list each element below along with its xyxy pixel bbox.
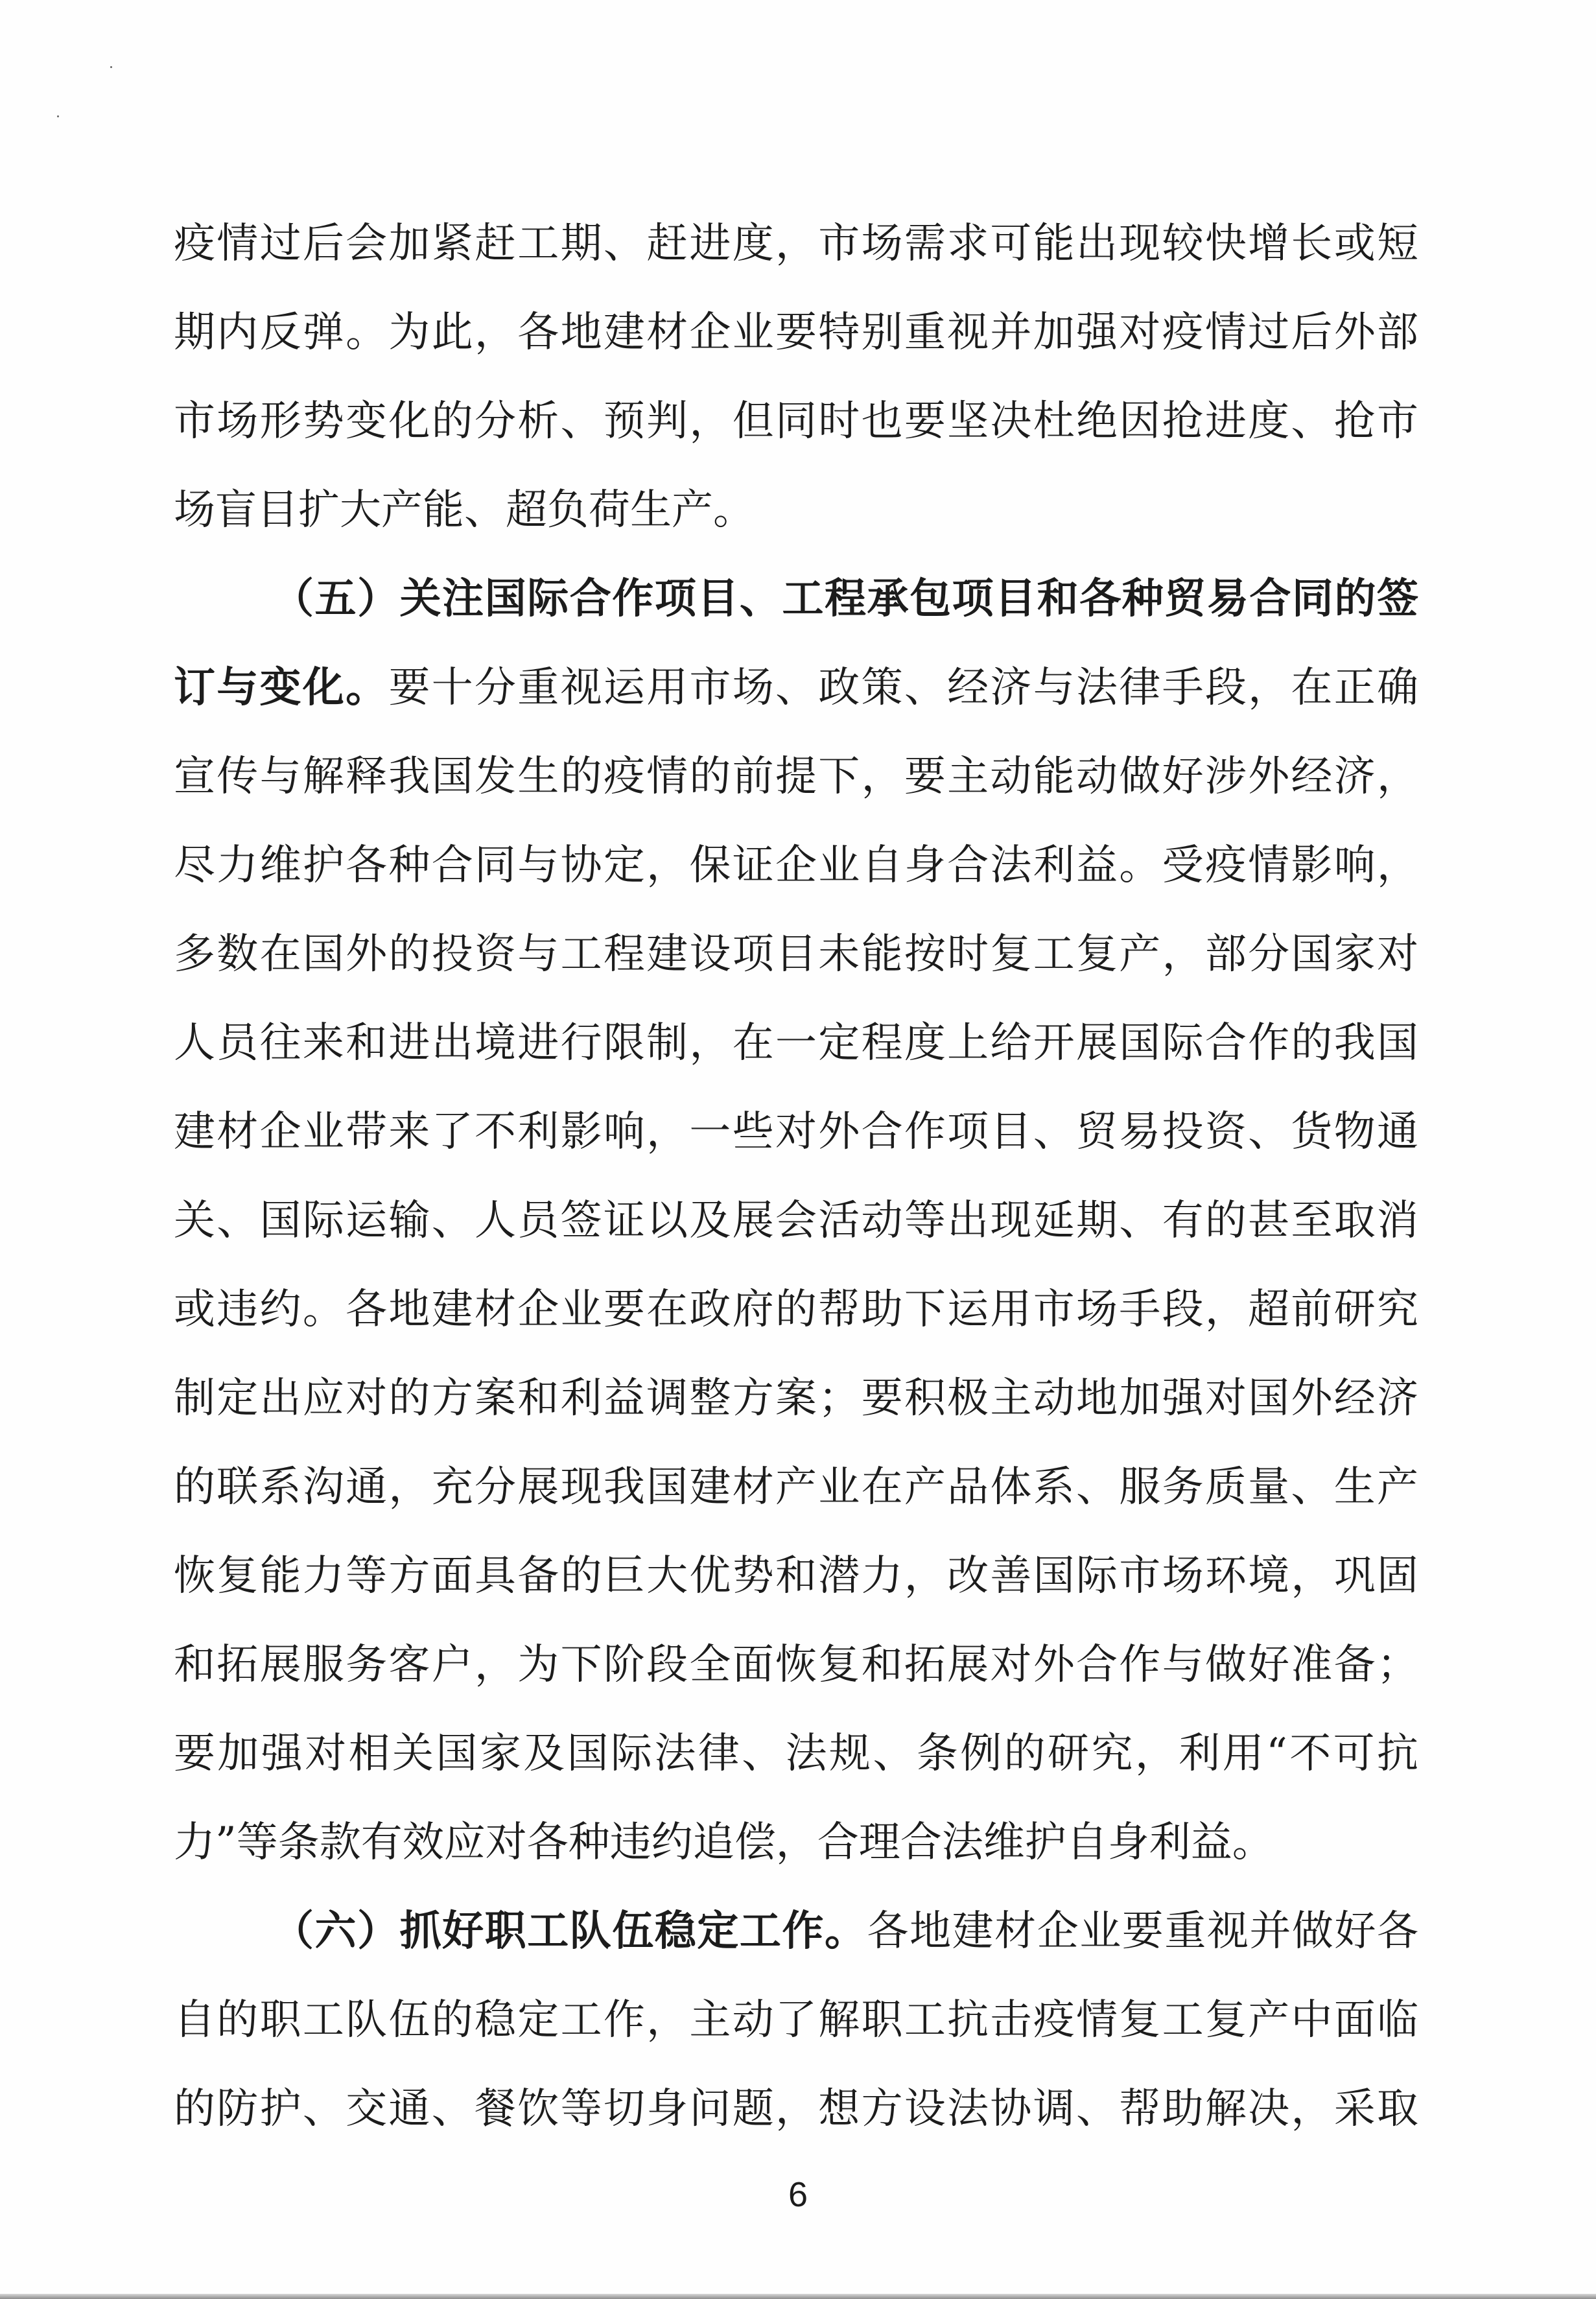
body-text-line — [174, 662, 1418, 714]
section-5-heading: （五）关注国际合作项目、工程承包项目和各种贸易合同的签 — [272, 574, 1418, 623]
body-text-line: 尽力维护各种合同与协定，保证企业自身合法利益。受疫情影响， — [174, 842, 1418, 890]
body-text-line: 市场形势变化的分析、预判，但同时也要坚决杜绝因抢进度、抢市 — [174, 397, 1418, 445]
body-text-line: 多数在国外的投资与工程建设项目未能按时复工复产，部分国家对 — [174, 930, 1418, 978]
body-text-line: 的防护、交通、餐饮等切身问题，想方设法协调、帮助解决，采取 — [174, 2085, 1418, 2133]
body-text-line: 和拓展服务客户，为下阶段全面恢复和拓展对外合作与做好准备； — [174, 1641, 1418, 1689]
section-6-text: 各地建材企业要重视并做好各 — [867, 1907, 1419, 1955]
scan-bottom-edge — [0, 2294, 1596, 2299]
page-number: 6 — [788, 2175, 808, 2214]
body-text-line: 要加强对相关国家及国际法律、法规、条例的研究，利用“不可抗 — [174, 1730, 1418, 1778]
body-text-line: 自的职工队伍的稳定工作，主动了解职工抗击疫情复工复产中面临 — [174, 1996, 1418, 2044]
body-text-line: 关、国际运输、人员签证以及展会活动等出现延期、有的甚至取消 — [174, 1197, 1418, 1245]
section-6-first-line — [272, 1905, 1418, 1957]
body-text-line: 宣传与解释我国发生的疫情的前提下，要主动能动做好涉外经济， — [174, 753, 1418, 801]
section-6-heading: （六）抓好职工队伍稳定工作。 — [272, 1907, 867, 1955]
body-text-line: 的联系沟通，充分展现我国建材产业在产品体系、服务质量、生产 — [174, 1463, 1418, 1511]
scan-speck — [110, 66, 112, 68]
body-text-line: 人员往来和进出境进行限制，在一定程度上给开展国际合作的我国 — [174, 1019, 1418, 1067]
body-text-line: 建材企业带来了不利影响，一些对外合作项目、贸易投资、货物通 — [174, 1108, 1418, 1156]
body-text-line: 力”等条款有效应对各种违约追偿，合理合法维护自身利益。 — [174, 1819, 1274, 1867]
scan-speck — [57, 115, 59, 117]
section-5-text: 要十分重视运用市场、政策、经济与法律手段，在正确 — [388, 664, 1419, 712]
body-text-line: 制定出应对的方案和利益调整方案；要积极主动地加强对国外经济 — [174, 1374, 1418, 1422]
body-text-line: 期内反弹。为此，各地建材企业要特别重视并加强对疫情过后外部 — [174, 309, 1418, 357]
section-5-heading-end: 订与变化。 — [174, 663, 389, 712]
body-text-line: 恢复能力等方面具备的巨大优势和潜力，改善国际市场环境，巩固 — [174, 1552, 1418, 1600]
body-text-line: 或违约。各地建材企业要在政府的帮助下运用市场手段，超前研究 — [174, 1286, 1418, 1334]
body-text-line: 疫情过后会加紧赶工期、赶进度，市场需求可能出现较快增长或短 — [174, 220, 1418, 268]
body-text-line: 场盲目扩大产能、超负荷生产。 — [174, 486, 755, 534]
